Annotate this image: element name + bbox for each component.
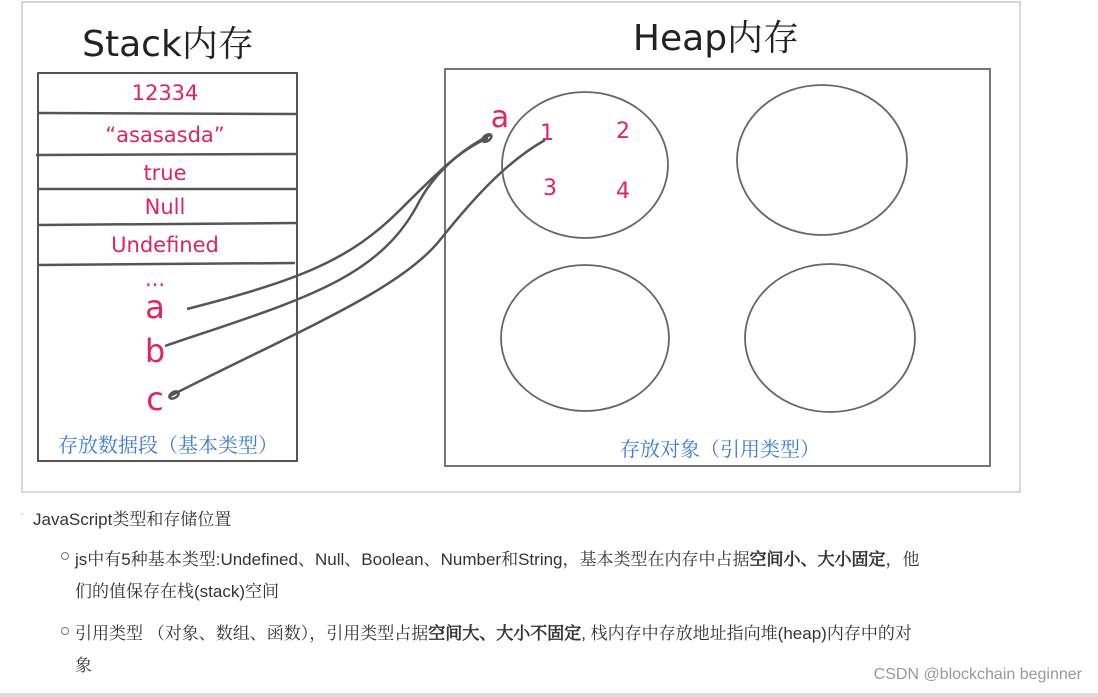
item1-line2: 们的值保存在栈(stack)空间 [75,582,279,601]
heap-caption: 存放对象（引用类型） [620,437,820,461]
stack-caption: 存放数据段（基本类型） [58,433,278,457]
stack-title: Stack内存 [82,24,254,65]
stack-var-b: b [144,332,166,370]
list-item-reference-types [75,619,912,644]
item1-post: ，他 [885,550,920,569]
stack-cell-boolean: true [143,161,187,185]
stack-var-a: a [145,288,165,326]
list-marker: · [20,506,24,520]
heap-prop-2: 2 [616,119,630,144]
bullet-icon [61,552,69,560]
heap-prop-4: 4 [616,179,630,204]
item2-line2: 象 [75,656,92,675]
stack-ellipsis: ... [144,267,166,291]
stack-cell-number: 12334 [131,81,199,105]
stack-cell-undefined: Undefined [111,233,219,257]
bullet-icon [61,627,69,635]
stack-cell-null: Null [144,195,186,219]
item1-text: js中有5种基本类型:Undefined、Null、Boolean、Number和String，基本类型在内存中占据 [75,550,750,569]
item2-bold: 空间大、大小不固定 [428,624,582,643]
heap-title: Heap内存 [632,18,800,59]
watermark: CSDN @blockchain beginner [873,666,1082,683]
list-item-primitive-types [75,545,920,570]
item1-bold: 空间小、大小固定 [749,550,886,569]
item2-post: , 栈内存中存放地址指向堆(heap)内存中的对 [581,624,912,643]
section-heading: JavaScript类型和存储位置 [33,510,232,529]
stack-cell-string: “asasasda” [105,123,225,147]
item2-text: 引用类型 （对象、数组、函数），引用类型占据 [75,624,429,643]
heap-label-a: a [490,100,510,135]
heap-prop-3: 3 [543,176,557,201]
bottom-divider [0,693,1098,697]
stack-var-c: c [146,380,164,418]
heap-prop-1: 1 [540,121,554,146]
